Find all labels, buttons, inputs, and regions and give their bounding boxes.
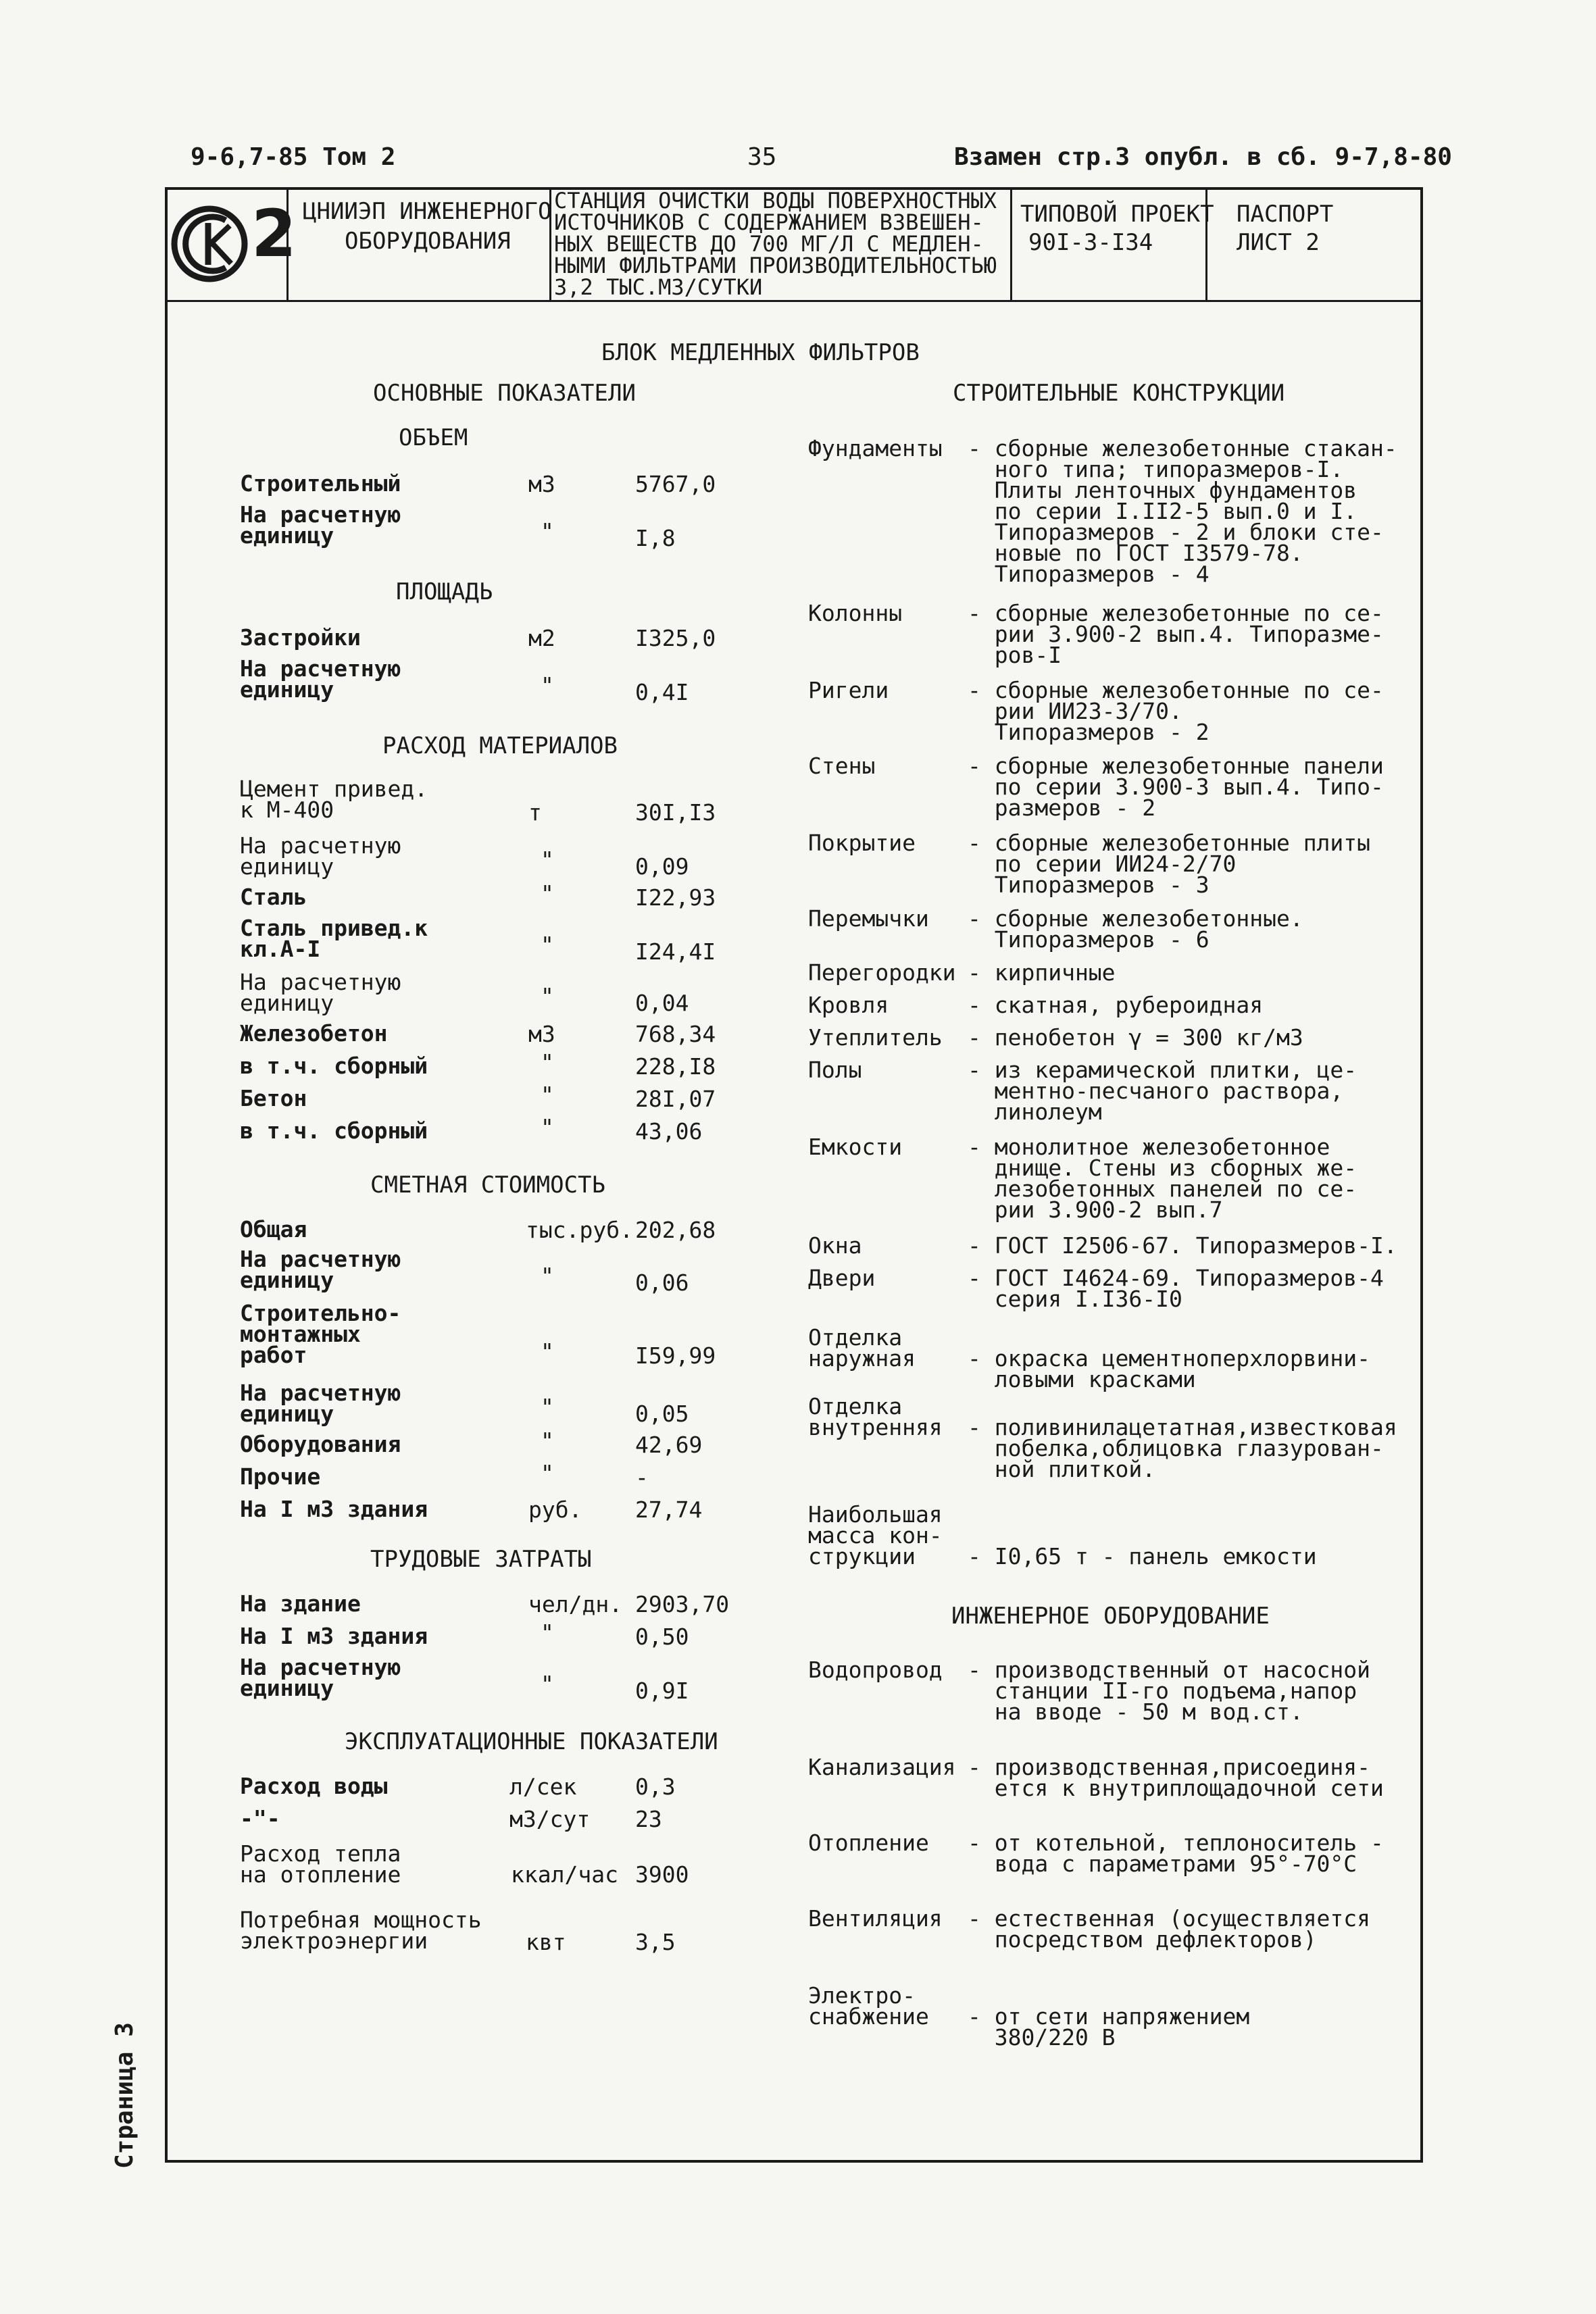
section-heading-labor: ТРУДОВЫЕ ЗАТРАТЫ bbox=[370, 1546, 592, 1573]
item-label: Колонны bbox=[808, 600, 903, 626]
row-unit: м3 bbox=[528, 1021, 555, 1047]
row-value: 30I,I3 bbox=[635, 799, 716, 826]
row-label: в т.ч. сборный bbox=[240, 1053, 428, 1079]
item-label: Отделка внутренняя bbox=[808, 1393, 943, 1440]
row-value: 0,06 bbox=[635, 1269, 689, 1296]
row-unit: " bbox=[541, 1082, 554, 1108]
item-text: - кирпичные bbox=[968, 959, 1116, 986]
row-label: Прочие bbox=[240, 1463, 321, 1490]
engineering-title: ИНЖЕНЕРНОЕ ОБОРУДОВАНИЕ bbox=[951, 1603, 1270, 1630]
row-unit: " bbox=[541, 847, 554, 873]
item-label: Наибольшая масса кон- струкции bbox=[808, 1501, 943, 1569]
row-label: На расчетную единицу bbox=[240, 1654, 401, 1701]
row-label: Сталь привед.к кл.А-I bbox=[240, 915, 428, 962]
project-title-line-5: 3,2 ТЫС.М3/СУТКИ bbox=[554, 274, 763, 300]
row-value: I22,93 bbox=[635, 884, 716, 911]
row-label: На I м3 здания bbox=[240, 1496, 428, 1522]
row-value: 42,69 bbox=[635, 1432, 703, 1458]
item-label: Канализация bbox=[808, 1754, 956, 1780]
project-type-label: ТИПОВОЙ ПРОЕКТ bbox=[1020, 201, 1214, 228]
row-value: 0,4I bbox=[635, 679, 689, 705]
item-text: - сборные железобетонные стакан- ного типа; типоразмеров-I. Плиты ленточных фундаментов по серии I.II2-5 вып.0 и I. Типоразмеров - 2 и блоки сте- новые по ГОСТ I3579-78. Типоразмеров - 4 bbox=[968, 435, 1397, 587]
row-label: На расчетную единицу bbox=[240, 1380, 401, 1427]
row-unit: м2 bbox=[528, 625, 555, 651]
row-unit: " bbox=[541, 932, 554, 958]
item-text: - сборные железобетонные по се- рии ИИ23-3/70. Типоразмеров - 2 bbox=[968, 677, 1384, 745]
row-value: 28I,07 bbox=[635, 1086, 716, 1112]
item-text: - сборные железобетонные панели по серии 3.900-3 вып.4. Типо- размеров - 2 bbox=[968, 753, 1384, 821]
row-label: Потребная мощность электроэнергии bbox=[240, 1907, 482, 1954]
row-value: 0,09 bbox=[635, 853, 689, 880]
sheet-name: ПАСПОРТ bbox=[1237, 201, 1334, 228]
row-label: Расход тепла на отопление bbox=[240, 1840, 401, 1888]
item-label: Вентиляция bbox=[808, 1905, 943, 1932]
row-value: 0,04 bbox=[635, 990, 689, 1016]
row-unit: чел/дн. bbox=[528, 1591, 623, 1617]
side-page-label: Страница 3 bbox=[111, 2022, 139, 2169]
item-label: Окна bbox=[808, 1232, 862, 1259]
item-text: - сборные железобетонные плиты по серии ИИ24-2/70 Типоразмеров - 3 bbox=[968, 830, 1371, 898]
row-value: 0,3 bbox=[635, 1774, 676, 1800]
row-label: На расчетную единицу bbox=[240, 832, 401, 880]
row-value: I,8 bbox=[635, 525, 676, 551]
item-label: Электро- снабжение bbox=[808, 1982, 929, 2030]
row-value: 768,34 bbox=[635, 1021, 716, 1047]
row-value: 0,50 bbox=[635, 1624, 689, 1650]
row-unit: " bbox=[541, 672, 554, 699]
section-heading-area: ПЛОЩАДЬ bbox=[396, 578, 493, 605]
row-unit: квт bbox=[526, 1929, 566, 1955]
row-unit: " bbox=[541, 1114, 554, 1140]
logo-digit: 2 bbox=[251, 196, 297, 272]
section-heading-operation: ЭКСПЛУАТАЦИОННЫЕ ПОКАЗАТЕЛИ bbox=[345, 1728, 718, 1755]
row-unit: " bbox=[541, 1338, 554, 1365]
item-label: Водопровод bbox=[808, 1657, 943, 1683]
item-text: - скатная, рубероидная bbox=[968, 992, 1264, 1018]
row-label: На расчетную единицу bbox=[240, 501, 401, 549]
doc-reference: 9-6,7-85 Том 2 bbox=[191, 143, 396, 171]
item-label: Емкости bbox=[808, 1134, 903, 1160]
row-unit: " bbox=[541, 1460, 554, 1486]
row-value: 5767,0 bbox=[635, 471, 716, 497]
row-value: 3900 bbox=[635, 1861, 689, 1888]
block-title: БЛОК МЕДЛЕННЫХ ФИЛЬТРОВ bbox=[601, 339, 920, 366]
left-column-title: ОСНОВНЫЕ ПОКАЗАТЕЛИ bbox=[373, 380, 636, 407]
row-value: 27,74 bbox=[635, 1496, 703, 1523]
row-unit: " bbox=[541, 1671, 554, 1697]
right-column-title: СТРОИТЕЛЬНЫЕ КОНСТРУКЦИИ bbox=[953, 380, 1285, 407]
item-label: Полы bbox=[808, 1057, 862, 1083]
item-text: - из керамической плитки, це- ментно-песчаного раствора, линолеум bbox=[968, 1057, 1357, 1125]
row-value: 0,05 bbox=[635, 1401, 689, 1427]
row-label: Строительный bbox=[240, 470, 401, 497]
row-unit: " bbox=[541, 1619, 554, 1646]
item-text: - I0,65 т - панель емкости bbox=[968, 1543, 1317, 1569]
row-value: 228,I8 bbox=[635, 1053, 716, 1080]
row-label: Расход воды bbox=[240, 1773, 388, 1799]
item-label: Кровля bbox=[808, 992, 889, 1018]
row-value: I24,4I bbox=[635, 938, 716, 965]
title-block-bottom-rule bbox=[165, 300, 1423, 302]
item-label: Отопление bbox=[808, 1830, 929, 1856]
row-unit: м3 bbox=[528, 471, 555, 497]
project-title-line-1: СТАНЦИЯ ОЧИСТКИ ВОДЫ ПОВЕРХНОСТНЫХ bbox=[554, 188, 997, 213]
item-label: Ригели bbox=[808, 677, 889, 703]
row-label: в т.ч. сборный bbox=[240, 1117, 428, 1144]
item-text: - ГОСТ I2506-67. Типоразмеров-I. bbox=[968, 1232, 1397, 1259]
item-text: - от котельной, теплоноситель - вода с параметрами 95°-70°С bbox=[968, 1830, 1384, 1877]
item-text: - естественная (осуществляется посредством дефлекторов) bbox=[968, 1905, 1371, 1953]
row-value: I325,0 bbox=[635, 625, 716, 651]
section-heading-cost: СМЕТНАЯ СТОИМОСТЬ bbox=[370, 1172, 605, 1199]
row-label: Железобетон bbox=[240, 1020, 388, 1047]
row-unit: " bbox=[541, 518, 554, 545]
item-label: Утеплитель bbox=[808, 1024, 943, 1051]
section-heading-materials: РАСХОД МАТЕРИАЛОВ bbox=[382, 732, 618, 759]
row-unit: руб. bbox=[528, 1496, 582, 1523]
row-unit: л/сек bbox=[509, 1774, 577, 1800]
row-value: 23 bbox=[635, 1806, 662, 1832]
row-label: Сталь bbox=[240, 884, 307, 910]
row-value: - bbox=[635, 1464, 649, 1490]
item-text: - монолитное железобетонное днище. Стены из сборных же- лезобетонных панелей по се- рии 3.900-2 вып.7 bbox=[968, 1134, 1357, 1223]
item-text: - сборные железобетонные. Типоразмеров - 6 bbox=[968, 905, 1303, 953]
row-unit: " bbox=[541, 1263, 554, 1289]
item-label: Отделка наружная bbox=[808, 1324, 916, 1372]
item-label: Фундаменты bbox=[808, 435, 943, 461]
sheet-number: ЛИСТ 2 bbox=[1237, 229, 1320, 256]
item-label: Покрытие bbox=[808, 830, 916, 856]
item-text: - поливинилацетатная,известковая побелка,облицовка глазурован- ной плиткой. bbox=[968, 1414, 1397, 1482]
item-label: Перемычки bbox=[808, 905, 929, 932]
item-text: - производственная,присоединя- ется к внутриплощадочной сети bbox=[968, 1754, 1384, 1801]
item-label: Перегородки bbox=[808, 959, 956, 986]
row-label: Оборудования bbox=[240, 1431, 401, 1457]
row-unit: " bbox=[541, 983, 554, 1009]
item-label: Двери bbox=[808, 1265, 876, 1291]
project-title-line-4: НЫМИ ФИЛЬТРАМИ ПРОИЗВОДИТЕЛЬНОСТЬЮ bbox=[554, 253, 997, 278]
row-unit: " bbox=[541, 880, 554, 907]
row-label: На I м3 здания bbox=[240, 1623, 428, 1649]
row-value: 3,5 bbox=[635, 1929, 676, 1955]
row-unit: " bbox=[541, 1428, 554, 1454]
row-value: 43,06 bbox=[635, 1118, 703, 1145]
row-unit: ккал/час bbox=[511, 1861, 618, 1888]
organization-line-2: ОБОРУДОВАНИЯ bbox=[345, 228, 511, 255]
project-number: 90I-3-I34 bbox=[1028, 229, 1153, 256]
row-label: Строительно- монтажных работ bbox=[240, 1300, 401, 1368]
row-value: 2903,70 bbox=[635, 1591, 730, 1617]
item-text: - окраска цементноперхлорвини- ловыми красками bbox=[968, 1345, 1371, 1392]
row-value: 202,68 bbox=[635, 1217, 716, 1243]
row-value: I59,99 bbox=[635, 1342, 716, 1369]
row-label: Цемент привед. к М-400 bbox=[240, 776, 428, 823]
item-text: - ГОСТ I4624-69. Типоразмеров-4 серия I.I36-I0 bbox=[968, 1265, 1384, 1312]
row-unit: " bbox=[541, 1049, 554, 1076]
row-label: -"- bbox=[240, 1805, 280, 1832]
row-value: 0,9I bbox=[635, 1678, 689, 1704]
row-label: На расчетную единицу bbox=[240, 969, 401, 1016]
replacement-note: Взамен стр.3 опубл. в сб. 9-7,8-80 bbox=[954, 143, 1452, 171]
page-number: 35 bbox=[747, 143, 777, 171]
row-label: Бетон bbox=[240, 1085, 307, 1111]
row-label: На расчетную единицу bbox=[240, 655, 401, 703]
row-unit: " bbox=[541, 1394, 554, 1420]
row-unit: т bbox=[528, 799, 542, 826]
item-text: - от сети напряжением 380/220 В bbox=[968, 2003, 1250, 2051]
row-unit: м3/сут bbox=[509, 1806, 591, 1832]
item-text: - пенобетон γ = 300 кг/м3 bbox=[968, 1024, 1303, 1051]
row-label: На здание bbox=[240, 1590, 361, 1617]
row-label: Застройки bbox=[240, 624, 361, 651]
item-label: Стены bbox=[808, 753, 876, 779]
project-title-line-2: ИСТОЧНИКОВ С СОДЕРЖАНИЕМ ВЗВЕШЕН- bbox=[554, 209, 984, 235]
row-label: Общая bbox=[240, 1216, 307, 1242]
item-text: - сборные железобетонные по се- рии 3.900-2 вып.4. Типоразме- ров-I bbox=[968, 600, 1384, 668]
item-text: - производственный от насосной станции II-го подъема,напор на вводе - 50 м вод.ст. bbox=[968, 1657, 1371, 1725]
row-label: На расчетную единицу bbox=[240, 1246, 401, 1293]
organization-line-1: ЦНИИЭП ИНЖЕНЕРНОГО bbox=[303, 198, 552, 225]
row-unit: тыс.руб. bbox=[526, 1217, 633, 1243]
project-title-line-3: НЫХ ВЕЩЕСТВ ДО 700 МГ/Л С МЕДЛЕН- bbox=[554, 231, 984, 257]
section-heading-volume: ОБЪЕМ bbox=[399, 424, 468, 451]
